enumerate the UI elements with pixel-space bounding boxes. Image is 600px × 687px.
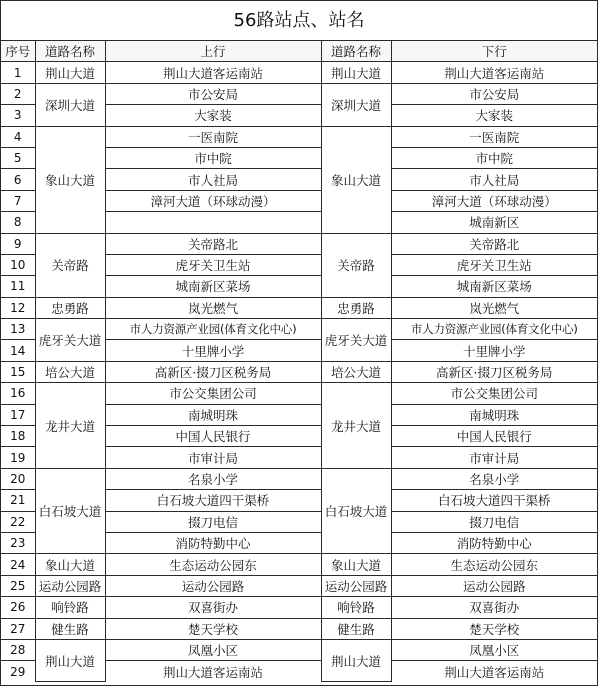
up-station: 荆山大道客运南站: [105, 62, 321, 83]
down-station: 关帝路北: [391, 233, 597, 254]
down-station: 荆山大道客运南站: [391, 62, 597, 83]
header-down: 下行: [391, 41, 597, 62]
down-station: 南城明珠: [391, 404, 597, 425]
row-seq: 28: [1, 639, 35, 660]
road-name-down: 白石坡大道: [321, 468, 391, 554]
up-station: 十里牌小学: [105, 340, 321, 361]
row-seq: 14: [1, 340, 35, 361]
up-station: 虎牙关卫生站: [105, 254, 321, 275]
row-seq: 10: [1, 254, 35, 275]
road-name-down: 运动公园路: [321, 575, 391, 596]
row-seq: 9: [1, 233, 35, 254]
road-name-up: 响铃路: [35, 597, 105, 618]
down-station: 市审计局: [391, 447, 597, 468]
road-name-up: 荆山大道: [35, 62, 105, 83]
road-name-up: 白石坡大道: [35, 468, 105, 554]
row-seq: 21: [1, 490, 35, 511]
road-name-up: 深圳大道: [35, 83, 105, 126]
table-row: [1, 126, 597, 147]
table-row: [1, 575, 597, 596]
row-seq: 15: [1, 361, 35, 382]
up-station: 城南新区菜场: [105, 276, 321, 297]
up-station: 市公交集团公司: [105, 383, 321, 404]
down-station: 楚天学校: [391, 618, 597, 639]
down-station: 消防特勤中心: [391, 532, 597, 553]
table-row: [1, 83, 597, 104]
sheet-title: 56路站点、站名: [1, 1, 597, 41]
row-seq: 18: [1, 426, 35, 447]
up-station: 楚天学校: [105, 618, 321, 639]
down-station: 掇刀电信: [391, 511, 597, 532]
row-seq: 16: [1, 383, 35, 404]
row-seq: 29: [1, 661, 35, 682]
road-name-down: 深圳大道: [321, 83, 391, 126]
road-name-up: 象山大道: [35, 554, 105, 575]
down-station: 城南新区菜场: [391, 276, 597, 297]
row-seq: 27: [1, 618, 35, 639]
down-station: 十里牌小学: [391, 340, 597, 361]
road-name-up: 龙井大道: [35, 383, 105, 469]
up-station: 关帝路北: [105, 233, 321, 254]
up-station: 大家装: [105, 105, 321, 126]
road-name-down: 响铃路: [321, 597, 391, 618]
down-station: 市中院: [391, 147, 597, 168]
down-station: 凤凰小区: [391, 639, 597, 660]
road-name-up: 象山大道: [35, 126, 105, 233]
down-station: 高新区·掇刀区税务局: [391, 361, 597, 382]
down-station: 岚光燃气: [391, 297, 597, 318]
up-station: 荆山大道客运南站: [105, 661, 321, 682]
station-table: [1, 41, 597, 682]
table-row: [1, 618, 597, 639]
up-station: 生态运动公园东: [105, 554, 321, 575]
down-station: 大家装: [391, 105, 597, 126]
up-station: 市中院: [105, 147, 321, 168]
up-station: 南城明珠: [105, 404, 321, 425]
road-name-down: 关帝路: [321, 233, 391, 297]
table-row: [1, 62, 597, 83]
road-name-up: 虎牙关大道: [35, 319, 105, 362]
down-station: 市人力资源产业园(体育文化中心): [391, 319, 597, 340]
row-seq: 24: [1, 554, 35, 575]
road-name-up: 运动公园路: [35, 575, 105, 596]
up-station: 消防特勤中心: [105, 532, 321, 553]
road-name-down: 忠勇路: [321, 297, 391, 318]
road-name-up: 健生路: [35, 618, 105, 639]
road-name-up: 忠勇路: [35, 297, 105, 318]
up-station: 名泉小学: [105, 468, 321, 489]
road-name-down: 象山大道: [321, 126, 391, 233]
table-row: [1, 233, 597, 254]
down-station: 生态运动公园东: [391, 554, 597, 575]
up-station: 市审计局: [105, 447, 321, 468]
row-seq: 4: [1, 126, 35, 147]
row-seq: 19: [1, 447, 35, 468]
down-station: 白石坡大道四干渠桥: [391, 490, 597, 511]
row-seq: 13: [1, 319, 35, 340]
down-station: 虎牙关卫生站: [391, 254, 597, 275]
row-seq: 1: [1, 62, 35, 83]
road-name-up: 关帝路: [35, 233, 105, 297]
table-row: [1, 554, 597, 575]
header-up: 上行: [105, 41, 321, 62]
road-name-down: 培公大道: [321, 361, 391, 382]
table-row: [1, 639, 597, 660]
header-seq: 序号: [1, 41, 35, 62]
road-name-up: 培公大道: [35, 361, 105, 382]
down-station: 双喜街办: [391, 597, 597, 618]
row-seq: 20: [1, 468, 35, 489]
header-road-up: 道路名称: [35, 41, 105, 62]
row-seq: 25: [1, 575, 35, 596]
up-station: 岚光燃气: [105, 297, 321, 318]
road-name-down: 荆山大道: [321, 62, 391, 83]
up-station: 漳河大道（环球动漫）: [105, 190, 321, 211]
table-row: [1, 383, 597, 404]
row-seq: 6: [1, 169, 35, 190]
row-seq: 11: [1, 276, 35, 297]
up-station: 市人社局: [105, 169, 321, 190]
row-seq: 12: [1, 297, 35, 318]
table-row: [1, 319, 597, 340]
up-station: 双喜街办: [105, 597, 321, 618]
up-station: 市公安局: [105, 83, 321, 104]
table-row: [1, 468, 597, 489]
road-name-down: 健生路: [321, 618, 391, 639]
table-row: [1, 361, 597, 382]
road-name-up: 荆山大道: [35, 639, 105, 681]
row-seq: 2: [1, 83, 35, 104]
down-station: 中国人民银行: [391, 426, 597, 447]
up-station: 掇刀电信: [105, 511, 321, 532]
row-seq: 8: [1, 212, 35, 233]
up-station: 市人力资源产业园(体育文化中心): [105, 319, 321, 340]
down-station: 名泉小学: [391, 468, 597, 489]
up-station: 高新区·掇刀区税务局: [105, 361, 321, 382]
down-station: 市公安局: [391, 83, 597, 104]
row-seq: 22: [1, 511, 35, 532]
header-road-down: 道路名称: [321, 41, 391, 62]
row-seq: 26: [1, 597, 35, 618]
table-row: [1, 297, 597, 318]
down-station: 漳河大道（环球动漫）: [391, 190, 597, 211]
row-seq: 17: [1, 404, 35, 425]
row-seq: 23: [1, 532, 35, 553]
down-station: 市公交集团公司: [391, 383, 597, 404]
down-station: 城南新区: [391, 212, 597, 233]
up-station: 白石坡大道四干渠桥: [105, 490, 321, 511]
road-name-down: 虎牙关大道: [321, 319, 391, 362]
down-station: 市人社局: [391, 169, 597, 190]
up-station: 凤凰小区: [105, 639, 321, 660]
up-station: [105, 212, 321, 233]
down-station: 运动公园路: [391, 575, 597, 596]
row-seq: 5: [1, 147, 35, 168]
row-seq: 3: [1, 105, 35, 126]
down-station: 一医南院: [391, 126, 597, 147]
row-seq: 7: [1, 190, 35, 211]
road-name-down: 龙井大道: [321, 383, 391, 469]
road-name-down: 象山大道: [321, 554, 391, 575]
up-station: 一医南院: [105, 126, 321, 147]
up-station: 中国人民银行: [105, 426, 321, 447]
down-station: 荆山大道客运南站: [391, 661, 597, 682]
up-station: 运动公园路: [105, 575, 321, 596]
header-row: [1, 41, 597, 62]
table-row: [1, 597, 597, 618]
road-name-down: 荆山大道: [321, 639, 391, 681]
